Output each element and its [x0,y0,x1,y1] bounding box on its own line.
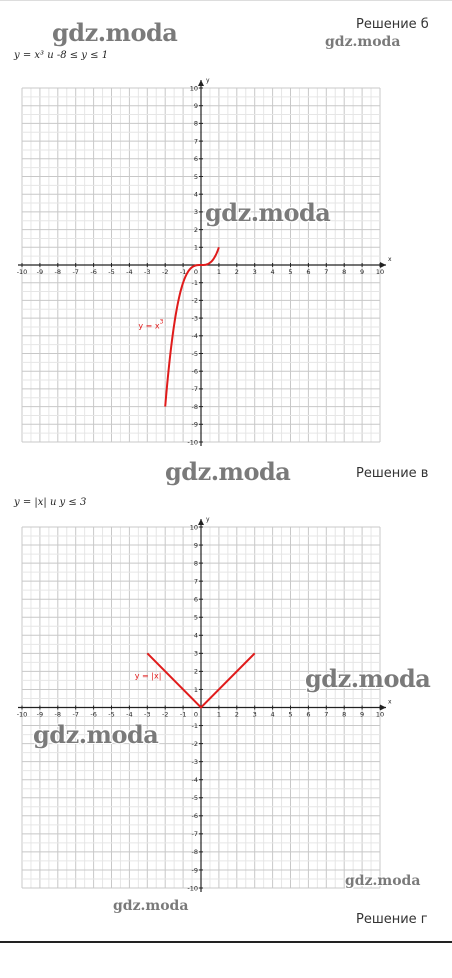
x-tick-label: 6 [306,268,311,276]
y-tick-label: -5 [191,349,198,358]
solution-heading-b: Решение б [356,17,429,32]
x-tick-label: -7 [72,268,79,276]
y-tick-label: -9 [191,866,198,875]
watermark: gdz.moda [325,34,401,50]
curve-label: $y = x^3$ [138,318,164,331]
x-tick-label: -3 [144,268,151,276]
watermark: gdz.moda [305,664,431,693]
y-tick-label: 9 [193,541,198,550]
x-tick-label: -4 [126,710,133,719]
x-tick-label: -8 [54,268,62,276]
x-tick-label: 9 [360,710,365,719]
x-axis-name: x [388,698,392,706]
bottom-divider [0,941,452,943]
y-tick-label: 8 [193,559,198,568]
x-tick-label: -7 [72,710,79,719]
condition-formula-2: y = |x| и y ≤ 3 [14,497,87,508]
y-tick-label: -7 [191,385,198,394]
x-tick-label: -4 [126,268,133,276]
watermark: gdz.moda [113,898,189,914]
y-tick-label: -8 [191,402,198,411]
x-tick-label: -9 [36,268,44,276]
x-tick-label: 3 [252,268,257,276]
solution-heading-v: Решение в [356,466,429,481]
y-tick-label: 6 [193,595,198,604]
y-tick-label: -6 [191,367,198,376]
x-tick-label: 2 [234,710,239,719]
watermark: gdz.moda [165,457,291,486]
y-tick-label: -2 [191,296,198,305]
condition-formula-1: y = x³ и -8 ≤ y ≤ 1 [14,50,109,61]
x-tick-label: -10 [16,268,28,276]
y-tick-label: 5 [193,172,198,181]
y-tick-label: 4 [193,190,198,199]
y-tick-label: -2 [191,739,198,748]
x-tick-label: -3 [144,710,151,719]
y-tick-label: 9 [193,102,198,110]
y-tick-label: 6 [193,155,198,164]
y-tick-label: 1 [193,685,198,694]
x-tick-label: 4 [270,710,275,719]
x-tick-label: -6 [90,710,97,719]
y-tick-label: -1 [191,279,198,287]
y-axis-arrow [198,80,204,86]
y-tick-label: 7 [193,577,198,586]
x-tick-label: 1 [216,710,221,719]
x-tick-label: 7 [324,710,329,719]
watermark: gdz.moda [345,873,421,889]
y-tick-label: 8 [193,119,198,128]
y-tick-label: -3 [191,314,198,323]
x-tick-label: -10 [16,710,28,719]
y-tick-label: 3 [193,649,198,658]
y-tick-label: -4 [191,776,198,784]
graph-abs [10,515,400,900]
y-tick-label: 4 [193,631,198,640]
x-tick-label: -6 [90,268,97,276]
y-tick-label: -7 [191,830,198,839]
x-tick-label: 2 [234,268,239,276]
x-tick-label: 5 [288,268,293,276]
y-tick-label: 10 [189,523,198,532]
y-tick-label: -5 [191,794,198,803]
x-tick-label: -8 [54,710,62,719]
x-tick-label: -2 [161,268,169,276]
y-tick-label: -6 [191,812,198,821]
y-tick-label: 10 [189,84,198,93]
x-tick-label: 7 [324,268,329,276]
x-tick-label: 10 [375,268,385,276]
x-tick-label: -1 [179,710,187,719]
x-tick-label: 5 [288,710,293,719]
x-tick-label: -1 [179,268,187,276]
y-tick-label: 2 [193,225,198,234]
x-tick-label: -2 [161,710,169,719]
origin-label: 0 [193,268,198,276]
x-axis-name: x [388,256,392,263]
watermark: gdz.moda [52,18,178,47]
x-tick-label: -5 [108,710,115,719]
x-tick-label: 10 [375,710,385,719]
x-tick-label: 6 [306,710,311,719]
y-tick-label: -10 [187,438,198,447]
y-axis-name: y [206,516,210,523]
curve-label: y = |x| [134,671,162,681]
y-tick-label: 3 [193,208,198,217]
y-tick-label: -4 [191,332,198,341]
y-tick-label: -9 [191,420,198,429]
graph-cubic [10,72,400,452]
y-tick-label: -8 [191,848,198,857]
origin-label: 0 [193,710,198,719]
x-tick-label: 8 [342,710,347,719]
solution-heading-g: Решение г [356,912,428,927]
x-tick-label: 1 [216,268,221,276]
x-tick-label: 9 [360,268,365,276]
top-divider [0,0,452,1]
watermark: gdz.moda [33,720,159,749]
y-tick-label: -3 [191,757,198,766]
x-tick-label: 8 [342,268,347,276]
y-tick-label: -10 [187,884,198,893]
x-tick-label: 3 [252,710,257,719]
watermark: gdz.moda [205,198,331,227]
y-tick-label: 5 [193,613,198,622]
y-axis-name: y [206,77,210,84]
x-tick-label: -5 [108,268,115,276]
y-tick-label: 2 [193,667,198,676]
y-tick-label: 7 [193,137,198,146]
x-tick-label: -9 [36,710,44,719]
y-tick-label: -1 [191,721,198,730]
y-tick-label: 1 [193,243,198,252]
x-tick-label: 4 [270,268,275,276]
y-axis-arrow [198,519,204,525]
